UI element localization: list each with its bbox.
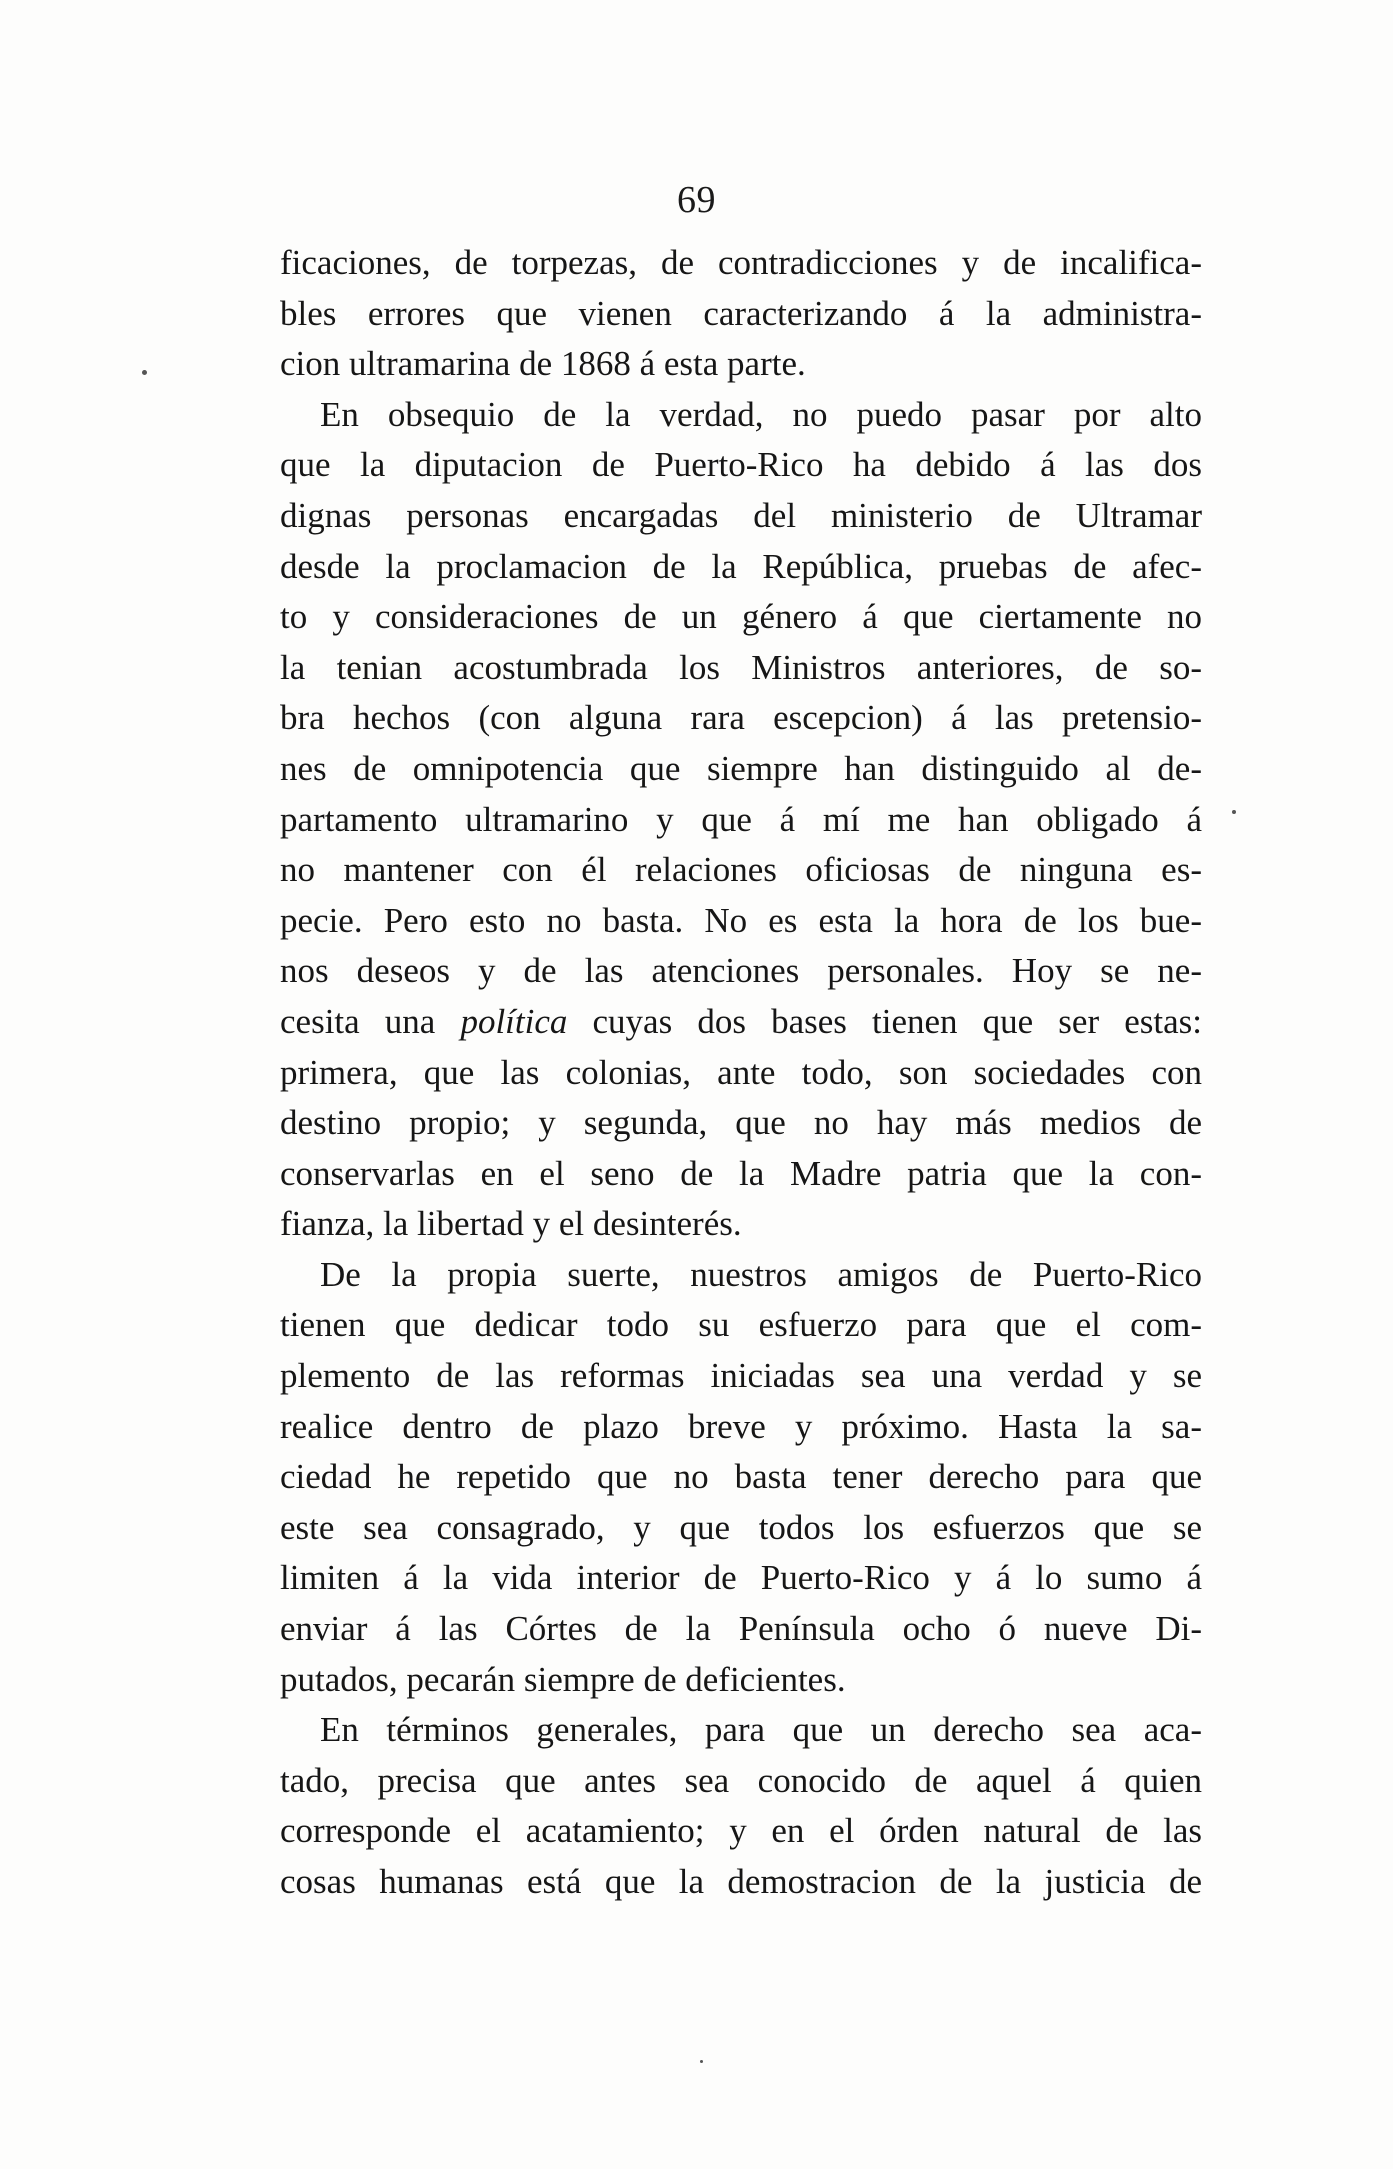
italic-word: política xyxy=(460,1001,568,1041)
print-speck xyxy=(1232,810,1236,814)
text-line: bra hechos (con alguna rara escepcion) á las pretensio- xyxy=(280,698,1202,738)
paragraph-start-line: En obsequio de la verdad, no puedo pasar por alto xyxy=(320,394,1202,434)
text-line: to y consideraciones de un género á que ciertamente no xyxy=(280,597,1202,637)
text-line: pecie. Pero esto no basta. No es esta la hora de los bue- xyxy=(280,900,1202,940)
text-line: plemento de las reformas iniciadas sea una verdad y se xyxy=(280,1356,1202,1396)
text-segment: cesita una xyxy=(280,1001,461,1041)
text-line-with-italic xyxy=(280,997,1202,1048)
text-line: destino propio; y segunda, que no hay más medios de xyxy=(280,1103,1202,1143)
text-line: ciedad he repetido que no basta tener derecho para que xyxy=(280,1457,1202,1497)
text-line: tado, precisa que antes sea conocido de aquel á quien xyxy=(280,1760,1202,1800)
text-line: primera, que las colonias, ante todo, son sociedades con xyxy=(280,1052,1202,1092)
text-line: no mantener con él relaciones oficiosas de ninguna es- xyxy=(280,850,1202,890)
print-speck xyxy=(700,2060,703,2063)
text-line: dignas personas encargadas del ministerio de Ultramar xyxy=(280,495,1202,535)
text-line: putados, pecarán siempre de deficientes. xyxy=(280,1659,846,1699)
paragraph-start-line: De la propia suerte, nuestros amigos de Puerto-Rico xyxy=(320,1254,1202,1294)
text-line: partamento ultramarino y que á mí me han obligado á xyxy=(280,799,1202,839)
text-line: nos deseos y de las atenciones personales. Hoy se ne- xyxy=(280,951,1202,991)
text-line: ficaciones, de torpezas, de contradicciones y de incalifica- xyxy=(280,243,1202,282)
text-segment: cuyas dos bases tienen que ser estas: xyxy=(567,1001,1202,1041)
page-number: 69 xyxy=(677,179,716,221)
text-line: que la diputacion de Puerto-Rico ha debido á las dos xyxy=(280,445,1202,485)
text-line: nes de omnipotencia que siempre han distinguido al de- xyxy=(280,748,1202,788)
text-line: realice dentro de plazo breve y próximo. Hasta la sa- xyxy=(280,1406,1202,1446)
text-line: limiten á la vida interior de Puerto-Rico y á lo sumo á xyxy=(280,1558,1202,1598)
text-line: este sea consagrado, y que todos los esfuerzos que se xyxy=(280,1507,1202,1547)
text-line: fianza, la libertad y el desinterés. xyxy=(280,1204,742,1244)
text-line: la tenian acostumbrada los Ministros anteriores, de so- xyxy=(280,647,1202,687)
text-line: corresponde el acatamiento; y en el órden natural de las xyxy=(280,1811,1202,1851)
body-text xyxy=(280,238,1202,1908)
text-line: desde la proclamacion de la República, pruebas de afec- xyxy=(280,546,1202,586)
text-line: cion ultramarina de 1868 á esta parte. xyxy=(280,344,806,384)
text-line: bles errores que vienen caracterizando á la administra- xyxy=(280,293,1202,333)
text-line: enviar á las Córtes de la Península ocho ó nueve Di- xyxy=(280,1609,1202,1649)
text-line: cosas humanas está que la demostracion de la justicia de xyxy=(280,1862,1202,1901)
print-speck xyxy=(142,370,147,375)
text-line: conservarlas en el seno de la Madre patria que la con- xyxy=(280,1153,1202,1193)
paragraph-start-line: En términos generales, para que un derecho sea aca- xyxy=(320,1710,1202,1750)
text-line: tienen que dedicar todo su esfuerzo para que el com- xyxy=(280,1305,1202,1345)
